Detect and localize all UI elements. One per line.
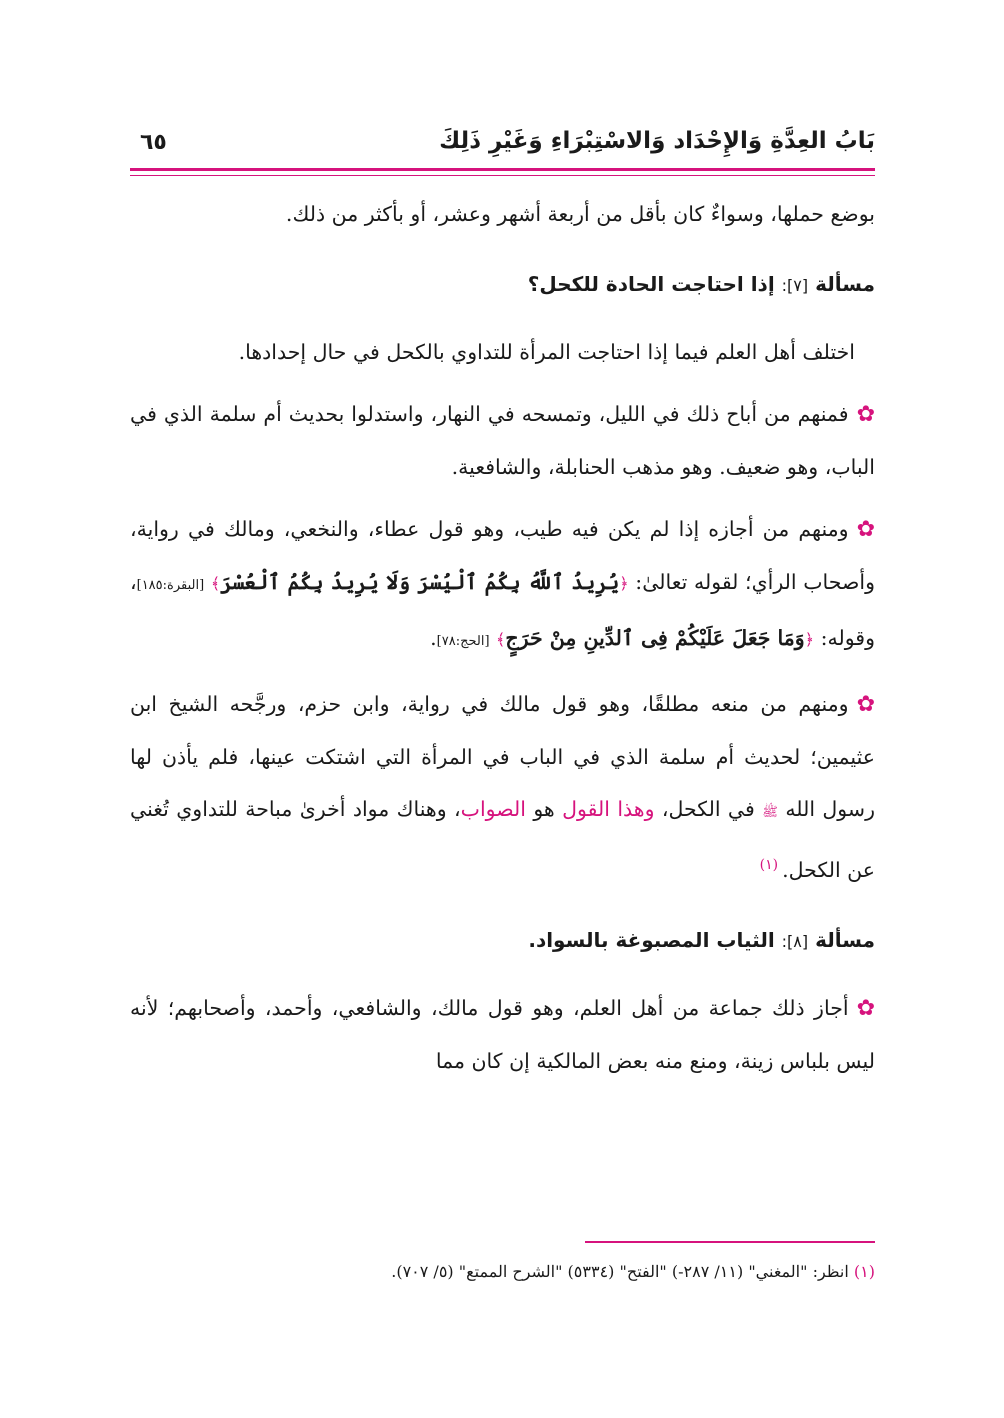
- verse-reference-1: [البقرة:١٨٥]: [136, 578, 205, 593]
- footnote: [130, 1262, 875, 1281]
- footnote-number: (١): [853, 1262, 875, 1281]
- opinion-text: ومنهم من أجازه إذا لم يكن فيه طيب، وهو قول عطاء، والنخعي، ومالك في رواية، وأصحاب الرأي؛ لقوله تعالىٰ:: [130, 517, 875, 594]
- footnote-text: انظر: "المغني" (١١/ ٢٨٧-) "الفتح" (٥٣٣٤) "الشرح الممتع" (٥/ ٧٠٧).: [391, 1262, 849, 1281]
- question-8-heading: [130, 914, 875, 968]
- opinion-text: فمنهم من أباح ذلك في الليل، وتمسحه في النهار، واستدلوا بحديث أم سلمة الذي في الباب، وهو ضعيف. وهو مذهب الحنابلة، والشافعية.: [130, 402, 875, 479]
- page-header: [130, 128, 875, 168]
- highlight-this-opinion: وهذا القول: [562, 797, 655, 821]
- verse-reference-2: [الحج:٧٨]: [436, 634, 490, 649]
- opinion-text-cont: في الكحل،: [661, 797, 755, 821]
- question-label: مسألة: [815, 927, 875, 952]
- opinion-text-cont: هو: [533, 797, 555, 821]
- verse-close-ornament: ﴾: [210, 574, 221, 593]
- flower-ornament-icon: ✿: [856, 517, 875, 542]
- opinion-text: أجاز ذلك جماعة من أهل العلم، وهو قول مالك، والشافعي، وأحمد، وأصحابهم؛ لأنه ليس بلباس زينة، ومنع منه بعض المالكية إن كان مما: [130, 995, 875, 1073]
- footnote-rule: [585, 1241, 875, 1243]
- flower-ornament-icon: ✿: [856, 995, 875, 1021]
- question-number: [٧]:: [781, 276, 809, 295]
- header-rule-thin: [130, 175, 875, 176]
- intro-paragraph: بوضع حملها، وسواءٌ كان بأقل من أربعة أشهر وعشر، أو بأكثر من ذلك.: [285, 202, 875, 226]
- opinion-text: ومنهم من منعه مطلقًا، وهو قول مالك في رواية، وابن حزم، ورجَّحه الشيخ ابن عثيمين؛ لحديث أم سلمة الذي في الباب في المرأة التي اشتكت عينها، فلم يأذن لها رسول الله: [130, 692, 875, 821]
- question-7-opinion-1: [130, 388, 875, 493]
- question-title: الثياب المصبوغة بالسواد.: [528, 927, 775, 952]
- question-8-opinion-1: [130, 982, 875, 1087]
- flower-ornament-icon: ✿: [856, 402, 875, 427]
- question-7-opinion-2: ✿ومنهم من أجازه إذا لم يكن فيه طيب، وهو قول عطاء، والنخعي، ومالك في رواية، وأصحاب الرأي؛ لقوله تعالىٰ: ﴿يُرِيدُ ٱللَّهُ بِكُمُ ٱلْيُسْرَ وَلَا يُرِيدُ بِكُمُ ٱلْعُسْرَ﴾ [البقرة:١٨٥]، وقوله: ﴿وَمَا جَعَلَ عَلَيْكُمْ فِى ٱلدِّينِ مِنْ حَرَجٍ﴾ [الحج:٧٨].: [130, 503, 875, 668]
- salutation-glyph: ﷺ: [762, 805, 778, 820]
- question-7-heading: [130, 258, 875, 312]
- quran-verse-1: يُرِيدُ ٱللَّهُ بِكُمُ ٱلْيُسْرَ وَلَا يُرِيدُ بِكُمُ ٱلْعُسْرَ: [220, 570, 620, 594]
- verse-close-ornament: ﴾: [496, 630, 506, 649]
- page-number: ٦٥: [140, 130, 167, 155]
- question-number: [٨]:: [781, 931, 809, 951]
- verse-open-ornament: ﴿: [619, 574, 629, 593]
- page-body: [130, 188, 875, 1087]
- header-rule-thick: [130, 168, 875, 171]
- opinion-text-cont: ، وقوله:: [130, 570, 875, 650]
- question-7-intro: اختلف أهل العلم فيما إذا احتاجت المرأة للتداوي بالكحل في حال إحدادها.: [238, 340, 855, 364]
- question-label: مسألة: [815, 272, 875, 296]
- footnote-marker[interactable]: (١): [759, 857, 779, 873]
- highlight-correct: الصواب: [460, 797, 526, 821]
- question-title: إذا احتاجت الحادة للكحل؟: [527, 272, 775, 296]
- chapter-title: بَابُ العِدَّةِ وَالإِحْدَاد وَالاسْتِبْرَاءِ وَغَيْرِ ذَلِكَ: [439, 128, 875, 154]
- question-7-opinion-3: [130, 678, 875, 896]
- opinion-text-cont: ، وهناك مواد أخرىٰ مباحة للتداوي تُغني عن الكحل.: [130, 797, 875, 882]
- verse-open-ornament: ﴿: [804, 630, 815, 649]
- flower-ornament-icon: ✿: [856, 692, 875, 717]
- quran-verse-2: وَمَا جَعَلَ عَلَيْكُمْ فِى ٱلدِّينِ مِنْ حَرَجٍ: [505, 626, 805, 650]
